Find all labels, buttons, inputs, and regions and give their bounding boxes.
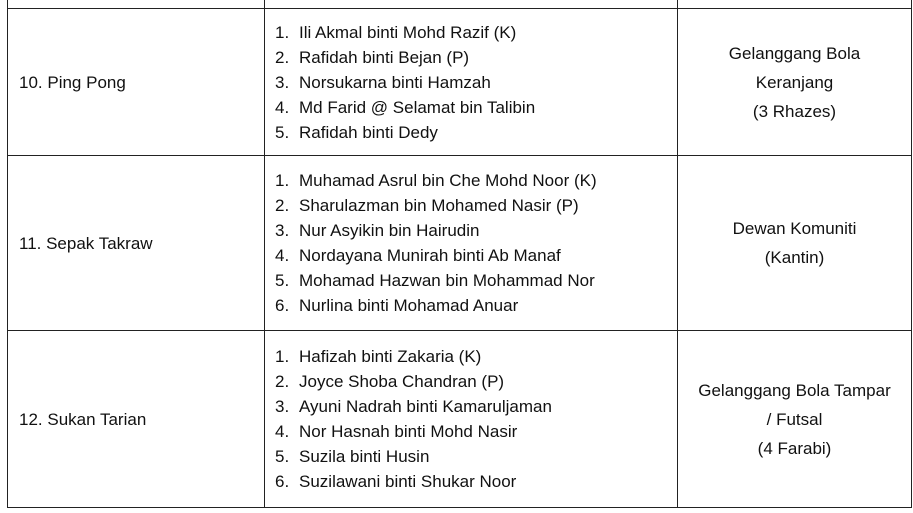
item-number: 5. bbox=[275, 122, 290, 142]
activity-cell bbox=[8, 9, 265, 156]
table-row bbox=[8, 156, 912, 331]
member-name: Norsukarna binti Hamzah bbox=[299, 72, 491, 92]
member-name: Nor Hasnah binti Mohd Nasir bbox=[299, 422, 518, 441]
previous-activity-cell bbox=[8, 0, 265, 9]
activity-label: 12. Sukan Tarian bbox=[19, 409, 147, 429]
list-item bbox=[275, 95, 677, 120]
item-number: 2. bbox=[275, 372, 290, 391]
activity-cell bbox=[8, 156, 265, 331]
members-cell bbox=[265, 9, 678, 156]
previous-members-cell bbox=[265, 0, 678, 9]
activity-cell bbox=[8, 331, 265, 508]
item-number: 3. bbox=[275, 221, 290, 240]
venue-line: Gelanggang Bola bbox=[728, 43, 861, 63]
list-item bbox=[275, 218, 677, 243]
venue-line: (4 Farabi) bbox=[757, 438, 832, 458]
list-item bbox=[275, 243, 677, 268]
list-item bbox=[275, 369, 677, 394]
member-name: Ayuni Nadrah binti Kamaruljaman bbox=[299, 397, 552, 416]
item-number: 4. bbox=[275, 422, 290, 441]
member-name: Joyce Shoba Chandran (P) bbox=[299, 372, 505, 391]
list-item bbox=[275, 168, 677, 193]
item-number: 3. bbox=[275, 72, 290, 92]
member-name: Nordayana Munirah binti Ab Manaf bbox=[299, 246, 561, 265]
member-name: Suzilawani binti Shukar Noor bbox=[299, 472, 517, 491]
previous-venue-cell bbox=[678, 0, 912, 9]
list-item bbox=[275, 469, 677, 494]
list-item bbox=[275, 70, 677, 95]
member-name: Ili Akmal binti Mohd Razif (K) bbox=[299, 22, 517, 42]
item-number: 2. bbox=[275, 47, 290, 67]
item-number: 1. bbox=[275, 171, 290, 190]
item-number: 4. bbox=[275, 246, 290, 265]
schedule-table bbox=[7, 0, 912, 508]
member-name: Suzila binti Husin bbox=[299, 447, 430, 466]
activity-label: 10. Ping Pong bbox=[19, 72, 126, 92]
member-name: Mohamad Hazwan bin Mohammad Nor bbox=[299, 271, 595, 290]
list-item bbox=[275, 444, 677, 469]
item-number: 6. bbox=[275, 472, 290, 491]
list-item bbox=[275, 20, 677, 45]
list-item bbox=[275, 344, 677, 369]
item-number: 5. bbox=[275, 447, 290, 466]
activity-label: 11. Sepak Takraw bbox=[19, 233, 153, 253]
member-name: Rafidah binti Bejan (P) bbox=[299, 47, 470, 67]
item-number: 1. bbox=[275, 22, 290, 42]
item-number: 6. bbox=[275, 296, 290, 315]
list-item bbox=[275, 120, 677, 145]
members-cell bbox=[265, 331, 678, 508]
list-item bbox=[275, 394, 677, 419]
members-list bbox=[275, 344, 677, 494]
member-name: Hafizah binti Zakaria (K) bbox=[299, 347, 482, 366]
venue-line: Keranjang bbox=[755, 72, 834, 92]
item-number: 4. bbox=[275, 97, 290, 117]
venue-line: (Kantin) bbox=[764, 248, 825, 267]
member-name: Nurlina binti Mohamad Anuar bbox=[299, 296, 519, 315]
list-item bbox=[275, 193, 677, 218]
member-name: Nur Asyikin bin Hairudin bbox=[299, 221, 480, 240]
previous-row-tail bbox=[8, 0, 912, 9]
item-number: 1. bbox=[275, 347, 290, 366]
venue-cell bbox=[678, 9, 912, 156]
list-item bbox=[275, 293, 677, 318]
table-row bbox=[8, 331, 912, 508]
list-item bbox=[275, 268, 677, 293]
venue-line: (3 Rhazes) bbox=[752, 101, 837, 121]
list-item bbox=[275, 419, 677, 444]
member-name: Rafidah binti Dedy bbox=[299, 122, 438, 142]
item-number: 5. bbox=[275, 271, 290, 290]
venue-line: / Futsal bbox=[766, 409, 823, 429]
item-number: 3. bbox=[275, 397, 290, 416]
member-name: Muhamad Asrul bin Che Mohd Noor (K) bbox=[299, 171, 597, 190]
item-number: 2. bbox=[275, 196, 290, 215]
list-item bbox=[275, 45, 677, 70]
member-name: Md Farid @ Selamat bin Talibin bbox=[299, 97, 536, 117]
table-row bbox=[8, 9, 912, 156]
venue-cell bbox=[678, 331, 912, 508]
venue-line: Gelanggang Bola Tampar bbox=[698, 380, 891, 400]
member-name: Sharulazman bin Mohamed Nasir (P) bbox=[299, 196, 579, 215]
members-list bbox=[275, 20, 677, 145]
members-cell bbox=[265, 156, 678, 331]
venue-cell bbox=[678, 156, 912, 331]
members-list bbox=[275, 168, 677, 318]
venue-line: Dewan Komuniti bbox=[732, 219, 857, 238]
